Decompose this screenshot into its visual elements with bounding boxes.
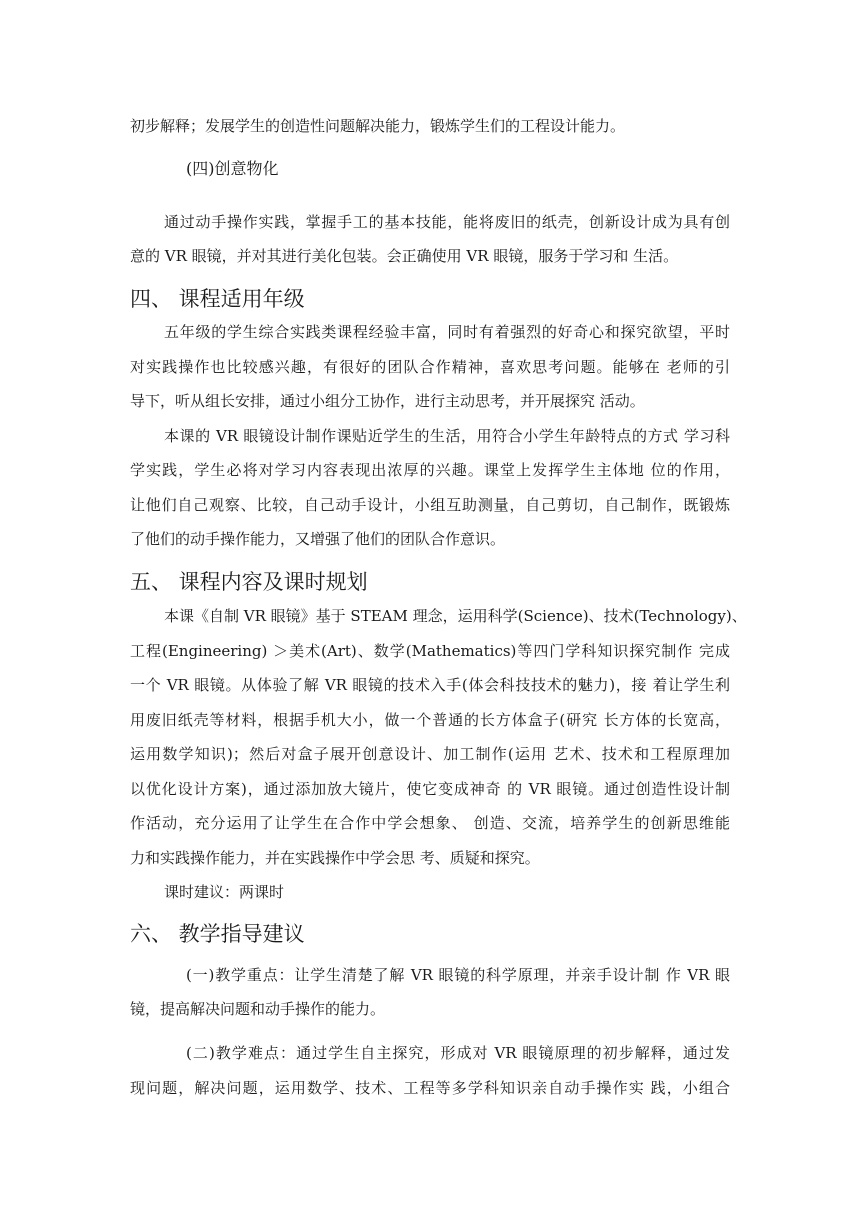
paragraph-line: 本课《自制 VR 眼镜》基于 STEAM 理念，运用科学(Science)、技术(Technology)、 <box>164 607 747 625</box>
paragraph-line: (一)教学重点：让学生清楚了解 VR 眼镜的科学原理，并亲手设计制 作 VR 眼 <box>186 966 730 984</box>
paragraph-line: 工程(Engineering) ＞美术(Art)、数学(Mathematics)等四门学科知识探究制作 完成 <box>130 642 730 660</box>
paragraph-line: 导下，听从组长安排，通过小组分工协作，进行主动思考，并开展探究 活动。 <box>130 392 645 410</box>
paragraph-line: 意的 VR 眼镜，并对其进行美化包装。会正确使用 VR 眼镜，服务于学习和 生活。 <box>130 247 679 265</box>
paragraph-line: (二)教学难点：通过学生自主探究，形成对 VR 眼镜原理的初步解释，通过发 <box>186 1044 730 1062</box>
paragraph-line: 五年级的学生综合实践类课程经验丰富，同时有着强烈的好奇心和探究欲望，平时 <box>164 323 730 341</box>
paragraph-line: 作活动，充分运用了让学生在合作中学会想象、 创造、交流，培养学生的创新思维能 <box>130 814 730 832</box>
paragraph-line: 通过动手操作实践，掌握手工的基本技能，能将废旧的纸壳，创新设计成为具有创 <box>164 213 730 231</box>
paragraph-line: 对实践操作也比较感兴趣，有很好的团队合作精神，喜欢思考问题。能够在 老师的引 <box>130 358 730 376</box>
paragraph-line: 学实践，学生必将对学习内容表现出浓厚的兴趣。课堂上发挥学生主体地 位的作用， <box>130 461 730 479</box>
paragraph-line: 运用数学知识)；然后对盒子展开创意设计、加工制作(运用 艺术、技术和工程原理加 <box>130 745 730 763</box>
paragraph-line: 了他们的动手操作能力，又增强了他们的团队合作意识。 <box>130 530 506 548</box>
paragraph-line: 用废旧纸壳等材料，根据手机大小，做一个普通的长方体盒子(研究 长方体的长宽高， <box>130 711 730 729</box>
section-heading-grade: 四、 课程适用年级 <box>130 287 305 311</box>
paragraph-line: 一个 VR 眼镜。从体验了解 VR 眼镜的技术入手(体会科技技术的魅力)，接 着让学生利 <box>130 676 730 694</box>
section-heading-content: 五、 课程内容及课时规划 <box>130 570 368 594</box>
paragraph-line: 现问题，解决问题，运用数学、技术、工程等多学科知识亲自动手操作实 践，小组合 <box>130 1079 730 1097</box>
subsection-title-creative: (四)创意物化 <box>186 159 279 178</box>
paragraph-line: 以优化设计方案)，通过添加放大镜片，使它变成神奇 的 VR 眼镜。通过创造性设计制 <box>130 780 730 798</box>
paragraph-line: 课时建议：两课时 <box>164 883 285 901</box>
paragraph-line: 力和实践操作能力，并在实践操作中学会思 考、质疑和探究。 <box>130 849 540 867</box>
paragraph-line: 让他们自己观察、比较，自己动手设计，小组互助测量，自己剪切，自己制作，既锻炼 <box>130 496 730 514</box>
section-heading-guidance: 六、 教学指导建议 <box>130 922 305 946</box>
paragraph-line: 镜，提高解决问题和动手操作的能力。 <box>130 1000 386 1018</box>
paragraph-line: 本课的 VR 眼镜设计制作课贴近学生的生活，用符合小学生年龄特点的方式 学习科 <box>164 427 730 445</box>
paragraph-line: 初步解释；发展学生的创造性问题解决能力，锻炼学生们的工程设计能力。 <box>130 117 626 135</box>
